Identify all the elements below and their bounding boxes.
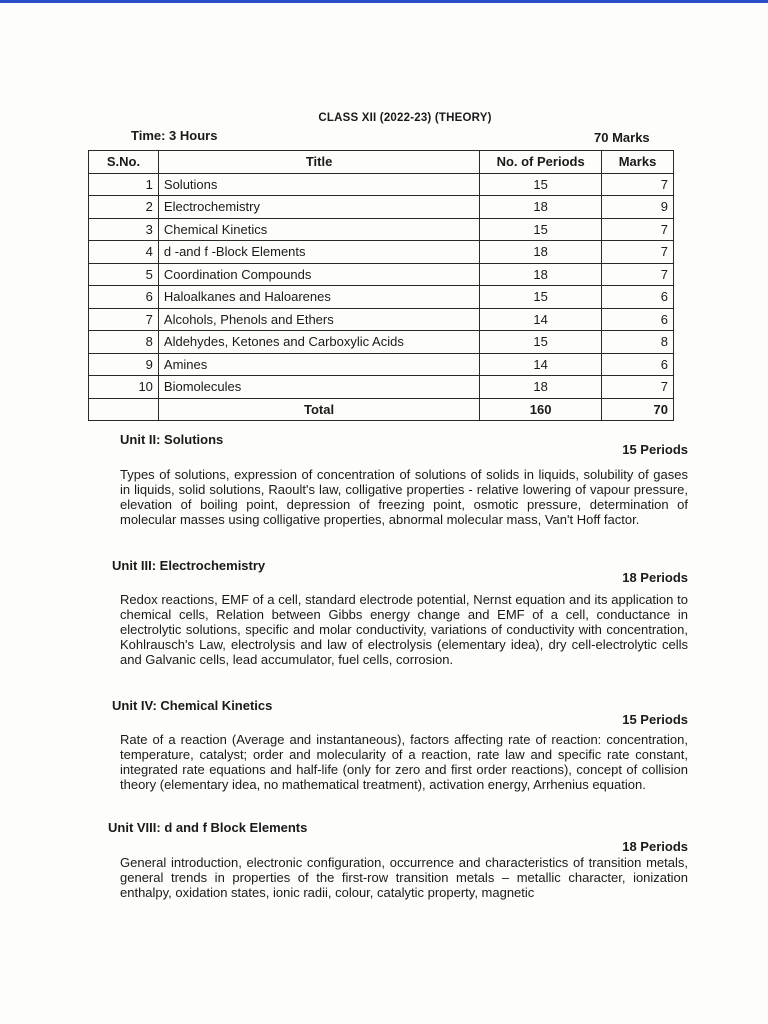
row-periods: 18 (480, 241, 602, 264)
unit-title: Unit VIII: d and f Block Elements (108, 820, 308, 835)
row-title: d -and f -Block Elements (158, 241, 479, 264)
page-title: CLASS XII (2022-23) (THEORY) (318, 112, 492, 124)
syllabus-table (88, 150, 674, 421)
unit-description: General introduction, electronic configuration, occurrence and characteristics of transition metals, general trends in properties of the first-row transition metals – metallic character, ionization enthalpy, oxidation states, ionic radii, colour, catalytic property, magnetic (120, 855, 688, 900)
row-marks: 7 (602, 218, 674, 241)
row-sno: 7 (89, 308, 159, 331)
row-marks: 7 (602, 263, 674, 286)
unit-title: Unit IV: Chemical Kinetics (112, 698, 273, 713)
row-sno: 4 (89, 241, 159, 264)
row-marks: 7 (602, 241, 674, 264)
column-header-sno: S.No. (89, 151, 159, 174)
row-marks: 6 (602, 353, 674, 376)
unit-title: Unit II: Solutions (120, 432, 224, 447)
row-periods: 14 (480, 308, 602, 331)
total-marks: 70 (602, 398, 674, 421)
row-title: Electrochemistry (158, 196, 479, 219)
row-periods: 15 (480, 286, 602, 309)
row-periods: 15 (480, 173, 602, 196)
table-row (89, 263, 674, 286)
row-title: Haloalkanes and Haloarenes (158, 286, 479, 309)
row-sno: 6 (89, 286, 159, 309)
row-marks: 9 (602, 196, 674, 219)
row-sno: 5 (89, 263, 159, 286)
table-row (89, 286, 674, 309)
table-total-row (89, 398, 674, 421)
unit-description: Types of solutions, expression of concentration of solutions of solids in liquids, solubility of gases in liquids, solid solutions, Raoult's law, colligative properties - relative lowering of vapour pressure, elevation of boiling point, depression of freezing point, osmotic pressure, determination of molecular masses using colligative properties, abnormal molecular mass, Van't Hoff factor. (120, 467, 688, 527)
table-row (89, 376, 674, 399)
table-row (89, 173, 674, 196)
column-header-periods: No. of Periods (480, 151, 602, 174)
row-periods: 18 (480, 263, 602, 286)
total-sno-empty (89, 398, 159, 421)
row-title: Biomolecules (158, 376, 479, 399)
time-label: Time: 3 Hours (131, 128, 218, 143)
total-periods: 160 (480, 398, 602, 421)
table-header-row (89, 151, 674, 174)
top-border-line (0, 0, 768, 3)
unit-description: Redox reactions, EMF of a cell, standard electrode potential, Nernst equation and its application to chemical cells, Relation between Gibbs energy change and EMF of a cell, conductance in electrolytic solutions, specific and molar conductivity, variations of conductivity with concentration, Kohlrausch's Law, electrolysis and law of electrolysis (elementary idea), dry cell-electrolytic cells and Galvanic cells, lead accumulator, fuel cells, corrosion. (120, 592, 688, 667)
total-label: Total (158, 398, 479, 421)
row-title: Alcohols, Phenols and Ethers (158, 308, 479, 331)
row-sno: 2 (89, 196, 159, 219)
row-periods: 15 (480, 331, 602, 354)
row-periods: 18 (480, 376, 602, 399)
unit-solutions (112, 432, 688, 527)
row-marks: 6 (602, 286, 674, 309)
row-marks: 6 (602, 308, 674, 331)
row-sno: 9 (89, 353, 159, 376)
row-marks: 7 (602, 173, 674, 196)
table-row (89, 218, 674, 241)
unit-electrochemistry (112, 558, 688, 667)
row-title: Amines (158, 353, 479, 376)
unit-description: Rate of a reaction (Average and instantaneous), factors affecting rate of reaction: concentration, temperature, catalyst; order and molecularity of a reaction, rate law and specific rate constant, integrated rate equations and half-life (only for zero and first order reactions), concept of collision theory (elementary idea, no mathematical treatment), activation energy, Arrhenius equation. (120, 732, 688, 792)
row-title: Coordination Compounds (158, 263, 479, 286)
unit-periods: 15 Periods (622, 442, 688, 457)
row-sno: 8 (89, 331, 159, 354)
column-header-title: Title (158, 151, 479, 174)
row-title: Solutions (158, 173, 479, 196)
row-periods: 15 (480, 218, 602, 241)
row-title: Aldehydes, Ketones and Carboxylic Acids (158, 331, 479, 354)
table-row (89, 331, 674, 354)
row-periods: 14 (480, 353, 602, 376)
table-row (89, 353, 674, 376)
table-row (89, 308, 674, 331)
total-marks-label: 70 Marks (594, 130, 650, 145)
table-row (89, 241, 674, 264)
row-sno: 3 (89, 218, 159, 241)
row-marks: 8 (602, 331, 674, 354)
unit-periods: 18 Periods (622, 570, 688, 585)
row-sno: 10 (89, 376, 159, 399)
row-title: Chemical Kinetics (158, 218, 479, 241)
unit-title: Unit III: Electrochemistry (112, 558, 266, 573)
unit-chemical-kinetics (112, 698, 688, 792)
row-sno: 1 (89, 173, 159, 196)
unit-periods: 18 Periods (622, 839, 688, 854)
column-header-marks: Marks (602, 151, 674, 174)
unit-periods: 15 Periods (622, 712, 688, 727)
table-row (89, 196, 674, 219)
row-marks: 7 (602, 376, 674, 399)
row-periods: 18 (480, 196, 602, 219)
unit-d-and-f-block (108, 820, 688, 900)
